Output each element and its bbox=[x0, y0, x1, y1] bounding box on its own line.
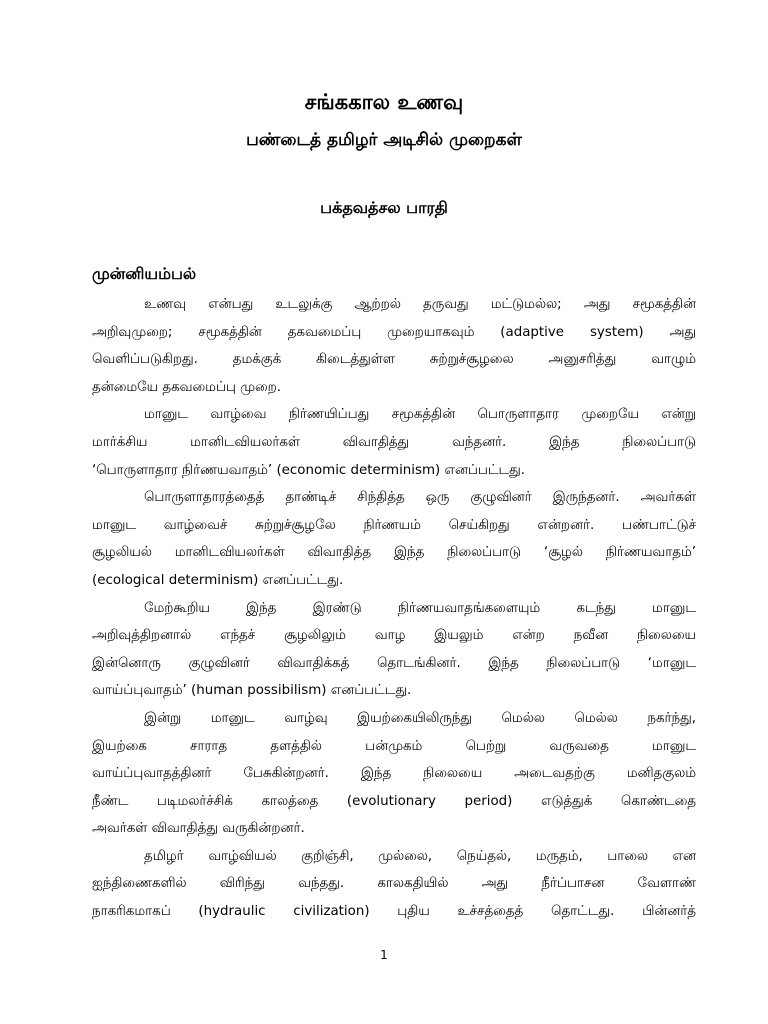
paragraph-line: ‘பொருளாதார நிர்ணயவாதம்’ (economic determinism) எனப்பட்டது. bbox=[92, 462, 526, 478]
paragraph-line: நீண்ட படிமலர்ச்சிக் காலத்தை (evolutionary period) எடுத்துக் கொண்டதை bbox=[92, 793, 696, 809]
paragraph-line: அறிவுமுறை; சமூகத்தின் தகவமைப்பு முறையாகவும் (adaptive system) அது bbox=[92, 324, 696, 340]
body-text bbox=[92, 291, 696, 926]
section-heading: முன்னியம்பல் bbox=[92, 264, 197, 283]
document-title: சங்ககால உணவு bbox=[304, 90, 464, 114]
paragraph-line: ஐந்திணைகளில் விரிந்து வந்தது. காலகதியில் அது நீர்ப்பாசன வேளாண் bbox=[92, 876, 696, 892]
paragraph-line: இயற்கை சாராத தளத்தில் பன்முகம் பெற்று வருவதை மானுட bbox=[92, 738, 696, 754]
document-subtitle: பண்டைத் தமிழர் அடிசில் முறைகள் bbox=[246, 130, 522, 150]
paragraph-line: மேற்கூறிய இந்த இரண்டு நிர்ணயவாதங்களையும் கடந்து மானுட bbox=[144, 600, 696, 616]
paragraph-line: வாய்ப்புவாதம்’ (human possibilism) எனப்பட்டது. bbox=[92, 683, 412, 699]
author-name: பக்தவத்சல பாரதி bbox=[320, 198, 448, 217]
paragraph-line: அறிவுத்திறனால் எந்தச் சூழலிலும் வாழ இயலும் என்ற நவீன நிலையை bbox=[92, 628, 696, 644]
paragraph-line: இன்னொரு குழுவினர் விவாதிக்கத் தொடங்கினர். இந்த நிலைப்பாடு ‘மானுட bbox=[92, 655, 696, 671]
paragraph-line: (ecological determinism) எனப்பட்டது. bbox=[92, 572, 344, 588]
paragraph-line: மானுட வாழ்வை நிர்ணயிப்பது சமூகத்தின் பொருளாதார முறையே என்று bbox=[144, 407, 696, 423]
page-number: 1 bbox=[380, 948, 388, 962]
paragraph-line: தன்மையே தகவமைப்பு முறை. bbox=[92, 379, 282, 395]
paragraph-line: உணவு என்பது உடலுக்கு ஆற்றல் தருவது மட்டுமல்ல; அது சமூகத்தின் bbox=[144, 297, 696, 312]
paragraph-line: தமிழர் வாழ்வியல் குறிஞ்சி, முல்லை, நெய்தல், மருதம், பாலை என bbox=[144, 848, 696, 864]
paragraph-line: வாய்ப்புவாதத்தினர் பேசுகின்றனர். இந்த நிலையை அடைவதற்கு மனிதகுலம் bbox=[92, 766, 696, 782]
paragraph-line: மார்க்சிய மானிடவியலர்கள் விவாதித்து வந்தனர். இந்த நிலைப்பாடு bbox=[92, 434, 696, 450]
paragraph-line: மானுட வாழ்வைச் சுற்றுச்சூழலே நிர்ணயம் செய்கிறது என்றனர். பண்பாட்டுச் bbox=[92, 517, 696, 533]
paragraph-line: நாகரிகமாகப் (hydraulic civilization) புதிய உச்சத்தைத் தொட்டது. பின்னர்த் bbox=[92, 904, 696, 920]
paragraph-line: பொருளாதாரத்தைத் தாண்டிச் சிந்தித்த ஒரு குழுவினர் இருந்தனர். அவர்கள் bbox=[144, 490, 696, 506]
paragraph-line: இன்று மானுட வாழ்வு இயற்கையிலிருந்து மெல்ல மெல்ல நகர்ந்து, bbox=[144, 710, 696, 726]
paragraph-line: அவர்கள் விவாதித்து வருகின்றனர். bbox=[92, 821, 305, 837]
paragraph-line: சூழலியல் மானிடவியலர்கள் விவாதித்த இந்த நிலைப்பாடு ‘சூழல் நிர்ணயவாதம்’ bbox=[92, 545, 696, 561]
paragraph-line: வெளிப்படுகிறது. தமக்குக் கிடைத்துள்ள சுற்றுச்சூழலை அனுசரித்து வாழும் bbox=[92, 352, 696, 368]
